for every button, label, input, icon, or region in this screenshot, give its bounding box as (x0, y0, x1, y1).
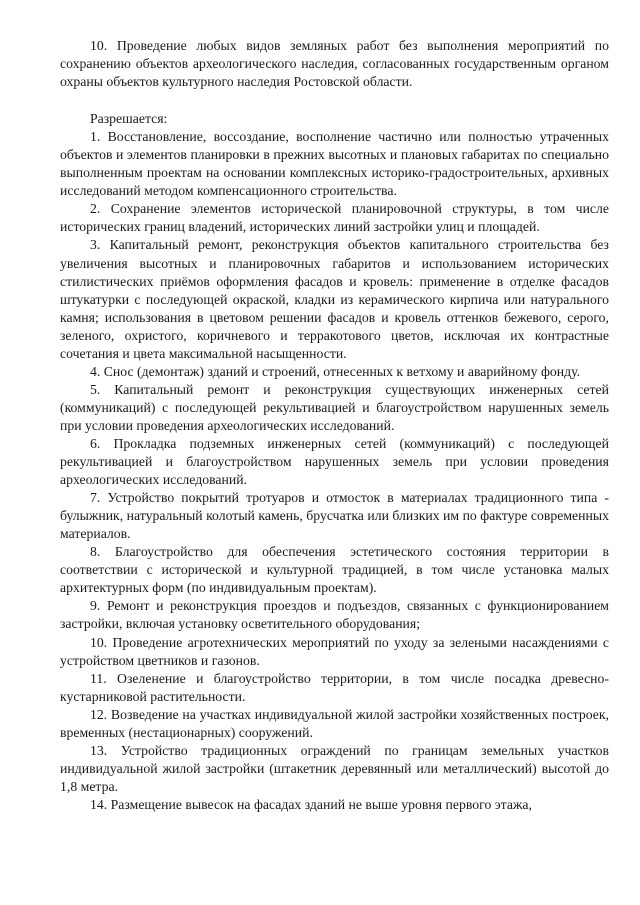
allowed-item-2: 2. Сохранение элементов исторической планировочной структуры, в том числе исторических границ владений, исторических линий застройки улиц и площадей. (60, 201, 609, 235)
allowed-item-12: 12. Возведение на участках индивидуальной жилой застройки хозяйственных построек, временных (нестационарных) сооружений. (60, 706, 609, 740)
allowed-item-8: 8. Благоустройство для обеспечения эстетического состояния территории в соответствии с исторической и культурной традицией, в том числе установка малых архитектурных форм (по индивидуальным проектам). (60, 544, 609, 596)
allowed-item-11: 11. Озеленение и благоустройство территории, в том числе посадка древесно-кустарниковой растительности. (60, 670, 609, 704)
allowed-item-9: 9. Ремонт и реконструкция проездов и подъездов, связанных с функционированием застройки, включая установку осветительного оборудования; (60, 598, 609, 632)
allowed-item-7: 7. Устройство покрытий тротуаров и отмосток в материалах традиционного типа - булыжник, натуральный колотый камень, брусчатка или близких им по фактуре современных материалов. (60, 490, 609, 542)
allowed-heading: Разрешается: (90, 111, 168, 127)
allowed-item-5: 5. Капитальный ремонт и реконструкция существующих инженерных сетей (коммуникаций) с последующей рекультивацией и благоустройством нарушенных земель при условии проведения археологических исследований. (60, 381, 609, 433)
allowed-item-1: 1. Восстановление, воссоздание, восполнение частично или полностью утраченных объектов и элементов планировки в прежних высотных и плановых габаритах по специально выполненным проектам на основании комплексных историко-градостроительных, архивных исследований методом компенсационного строительства. (60, 129, 609, 199)
intro-paragraph: 10. Проведение любых видов земляных работ без выполнения мероприятий по сохранению объектов археологического наследия, согласованных государственным органом охраны объектов культурного наследия Ростовской области. (60, 38, 609, 90)
allowed-item-4: 4. Снос (демонтаж) зданий и строений, отнесенных к ветхому и аварийному фонду. (90, 363, 581, 379)
allowed-item-14: 14. Размещение вывесок на фасадах зданий не выше уровня первого этажа, (90, 796, 532, 812)
paragraph-gap (60, 91, 609, 110)
document-body (60, 37, 609, 814)
allowed-item-6: 6. Прокладка подземных инженерных сетей (коммуникаций) с последующей рекультивацией и благоустройством нарушенных земель при условии проведения археологических исследований. (60, 435, 609, 488)
allowed-item-3: 3. Капитальный ремонт, реконструкция объектов капитального строительства без увеличения высотных и планировочных габаритов и использованием исторических стилистических приёмов оформления фасадов и кровель: применение в отделке фасадов штукатурки с последующей окраской, кладки из керамического кирпича или натурального камня; использования в цветовом решении фасадов и кровель оттенков бежевого, серого, зеленого, охристого, коричневого и терракотового цветов, исключая их контрастные сочетания и цвета максимальной насыщенности. (60, 237, 609, 361)
allowed-item-13: 13. Устройство традиционных ограждений по границам земельных участков индивидуальной жилой застройки (штакетник деревянный или металлический) высотой до 1,8 метра. (60, 742, 609, 794)
allowed-item-10: 10. Проведение агротехнических мероприятий по уходу за зелеными насаждениями с устройством цветников и газонов. (60, 634, 609, 668)
